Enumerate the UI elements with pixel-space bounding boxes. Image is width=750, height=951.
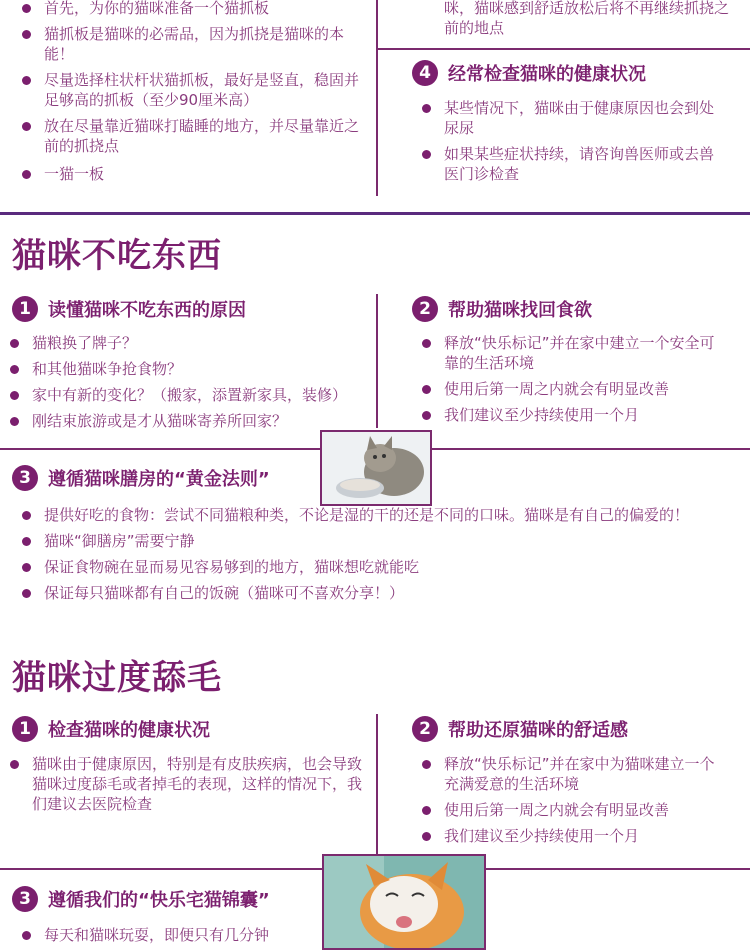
section3-divider-vertical [376, 714, 378, 870]
list-item: 某些情况下，猫咪由于健康原因也会到处尿尿 [420, 98, 725, 138]
block-1-list [8, 754, 363, 820]
list-item: 提供好吃的食物：尝试不同猫粮种类，不论是湿的干的还是不同的口味。猫咪是有自己的偏爱的！ [20, 505, 725, 525]
list-item: 和其他猫咪争抢食物？ [8, 359, 378, 379]
list-item: 我们建议至少持续使用一个月 [420, 826, 725, 846]
number-badge: 1 [12, 296, 38, 322]
list-item: 猫咪“御膳房”需要宁静 [20, 531, 725, 551]
block-title: 检查猫咪的健康状况 [48, 720, 210, 741]
list-item: 释放“快乐标记”并在家中建立一个安全可靠的生活环境 [420, 333, 725, 373]
list-item: 如果某些症状持续，请咨询兽医师或去兽医门诊检查 [420, 144, 725, 184]
list-item: 释放“快乐标记”并在家中为猫咪建立一个充满爱意的生活环境 [420, 754, 725, 794]
list-item: 咪，猫咪感到舒适放松后将不再继续抓挠之前的地点 [444, 0, 730, 37]
list-item: 每天和猫咪玩耍，即便只有几分钟 [20, 925, 320, 945]
block-2-header [412, 296, 592, 322]
block-title: 遵循猫咪膳房的“黄金法则” [48, 469, 270, 490]
cat-eating-photo [320, 430, 432, 506]
list-item: 刚结束旅游或是才从猫咪寄养所回家？ [8, 411, 378, 431]
block-2-list [420, 754, 725, 852]
block-2-header [412, 716, 628, 742]
top-left-list [20, 0, 365, 190]
block-title: 读懂猫咪不吃东西的原因 [48, 300, 246, 321]
top-right-continuation [420, 0, 730, 44]
list-item: 猫咪由于健康原因，特别是有皮肤疾病，也会导致猫咪过度舔毛或者掉毛的表现，这样的情况下，我们建议去医院检查 [8, 754, 363, 814]
section2-divider-vertical [376, 294, 378, 428]
block-3-list [20, 505, 725, 609]
list-item: 家中有新的变化？（搬家，添置新家具，装修） [8, 385, 378, 405]
block-1-header [12, 716, 210, 742]
section-title-over-grooming: 猫咪过度舔毛 [12, 658, 222, 698]
block-3-header [12, 465, 270, 491]
block-title: 帮助猫咪找回食欲 [448, 300, 592, 321]
list-item: 保证食物碗在显而易见容易够到的地方，猫咪想吃就能吃 [20, 557, 725, 577]
number-badge: 4 [412, 60, 438, 86]
list-item: 猫抓板是猫咪的必需品，因为抓挠是猫咪的本能！ [20, 24, 365, 64]
list-item: 使用后第一周之内就会有明显改善 [420, 800, 725, 820]
list-item: 我们建议至少持续使用一个月 [420, 405, 725, 425]
block-3-list [20, 925, 320, 951]
section-title-not-eating: 猫咪不吃东西 [12, 236, 222, 276]
number-badge: 3 [12, 886, 38, 912]
block-4-header [412, 60, 646, 86]
list-item: 保证每只猫咪都有自己的饭碗（猫咪可不喜欢分享！） [20, 583, 725, 603]
top-divider-vertical [376, 0, 378, 196]
block-3-header [12, 886, 270, 912]
cat-grooming-photo [322, 854, 486, 950]
section-divider [0, 212, 750, 215]
block-4-list [420, 98, 725, 190]
list-item: 一猫一板 [20, 164, 365, 184]
list-item: 使用后第一周之内就会有明显改善 [420, 379, 725, 399]
number-badge: 2 [412, 716, 438, 742]
top-right-divider [376, 48, 750, 50]
list-item: 放在尽量靠近猫咪打瞌睡的地方，并尽量靠近之前的抓挠点 [20, 116, 365, 156]
list-item: 猫粮换了牌子？ [8, 333, 378, 353]
number-badge: 1 [12, 716, 38, 742]
block-title: 经常检查猫咪的健康状况 [448, 64, 646, 85]
block-1-list [8, 333, 378, 437]
number-badge: 3 [12, 465, 38, 491]
block-2-list [420, 333, 725, 431]
number-badge: 2 [412, 296, 438, 322]
block-title: 遵循我们的“快乐宅猫锦囊” [48, 890, 270, 911]
block-1-header [12, 296, 246, 322]
list-item: 首先，为你的猫咪准备一个猫抓板 [20, 0, 365, 18]
list-item: 尽量选择柱状杆状猫抓板，最好是竖直，稳固并足够高的抓板（至少90厘米高） [20, 70, 365, 110]
block-title: 帮助还原猫咪的舒适感 [448, 720, 628, 741]
